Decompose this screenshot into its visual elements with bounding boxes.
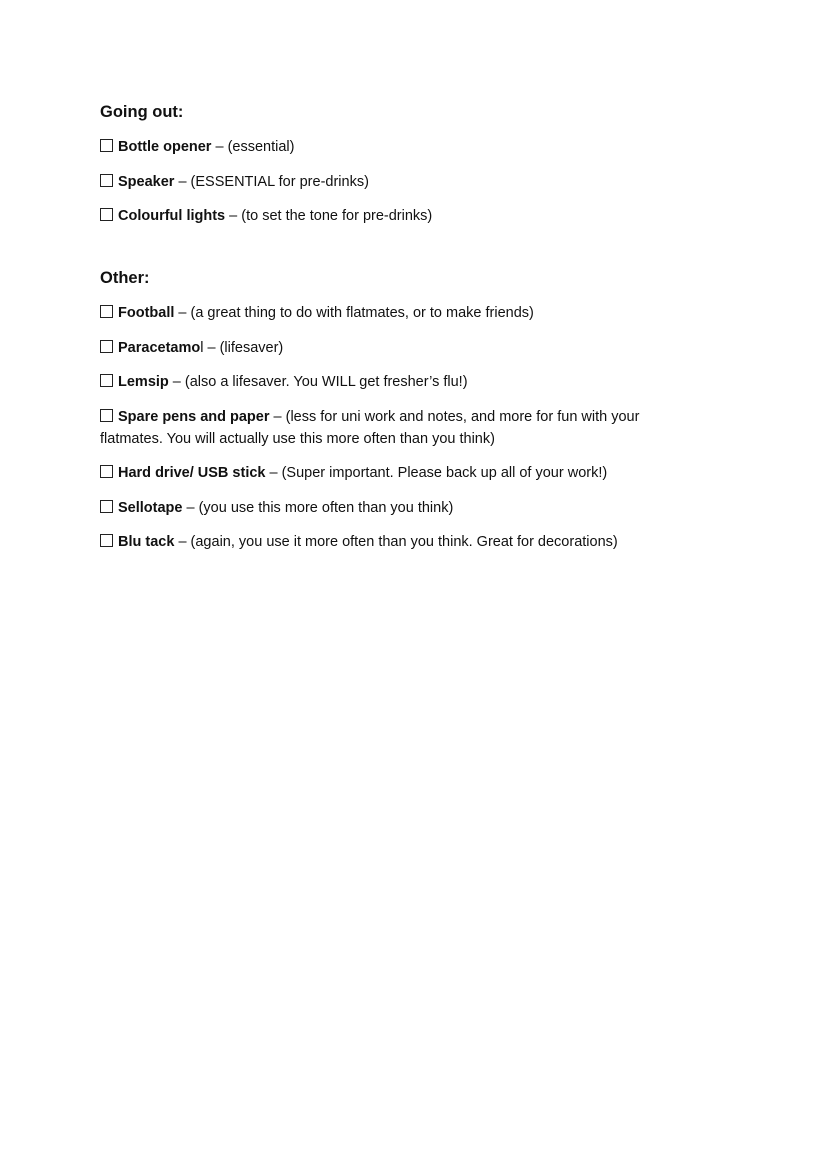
- item-note: – (also a lifesaver. You WILL get fresher’s flu!): [168, 374, 468, 390]
- item-title: Sellotape: [118, 499, 183, 516]
- checklist-item: [100, 497, 700, 519]
- checkbox-icon[interactable]: [100, 409, 113, 422]
- checklist-item: [100, 136, 700, 158]
- checkbox-icon[interactable]: [100, 534, 113, 547]
- section-heading: Going out:: [100, 103, 184, 121]
- checklist-item: [100, 302, 700, 324]
- section-other: [100, 266, 700, 553]
- item-title-tail: l: [200, 339, 204, 356]
- checkbox-icon[interactable]: [100, 208, 113, 221]
- item-title: Spare pens and paper: [118, 408, 270, 425]
- item-note: – (a great thing to do with flatmates, or to make friends): [174, 305, 534, 321]
- item-title: Colourful lights: [118, 208, 226, 224]
- item-note: – (Super important. Please back up all of your work!): [265, 465, 608, 481]
- checkbox-icon[interactable]: [100, 500, 113, 513]
- item-title: Speaker: [118, 173, 175, 190]
- section-going-out: [100, 100, 700, 227]
- checkbox-icon[interactable]: [100, 340, 113, 353]
- checkbox-icon[interactable]: [100, 465, 113, 478]
- checkbox-icon[interactable]: [100, 374, 113, 387]
- item-note: – (lifesaver): [203, 339, 284, 356]
- item-note: – (to set the tone for pre-drinks): [225, 208, 433, 224]
- section-heading: Other:: [100, 269, 150, 287]
- checkbox-icon[interactable]: [100, 174, 113, 187]
- checklist-item: [100, 531, 700, 553]
- item-title: Football: [118, 305, 175, 321]
- item-title: Bottle opener: [118, 139, 212, 155]
- checklist-item: [100, 171, 700, 193]
- checklist-content: [100, 100, 700, 566]
- item-note: – (you use this more often than you think): [182, 499, 454, 516]
- item-title: Paracetamo: [118, 339, 201, 356]
- item-note: – (essential): [211, 139, 295, 155]
- item-note: – (less for uni work and notes, and more for fun with your flatmates. You will actually use this more often than you think): [100, 408, 640, 447]
- item-title: Hard drive/ USB stick: [118, 465, 266, 481]
- checklist-item: [100, 462, 700, 484]
- checklist-item: [100, 205, 700, 227]
- checklist-item: [100, 406, 700, 450]
- checkbox-icon[interactable]: [100, 139, 113, 152]
- checklist-item: [100, 337, 700, 359]
- checkbox-icon[interactable]: [100, 305, 113, 318]
- item-title: Lemsip: [118, 374, 169, 390]
- item-note: – (ESSENTIAL for pre-drinks): [174, 173, 369, 190]
- checklist-item: [100, 371, 700, 393]
- item-note: – (again, you use it more often than you think. Great for decorations): [174, 534, 618, 550]
- item-title: Blu tack: [118, 534, 175, 550]
